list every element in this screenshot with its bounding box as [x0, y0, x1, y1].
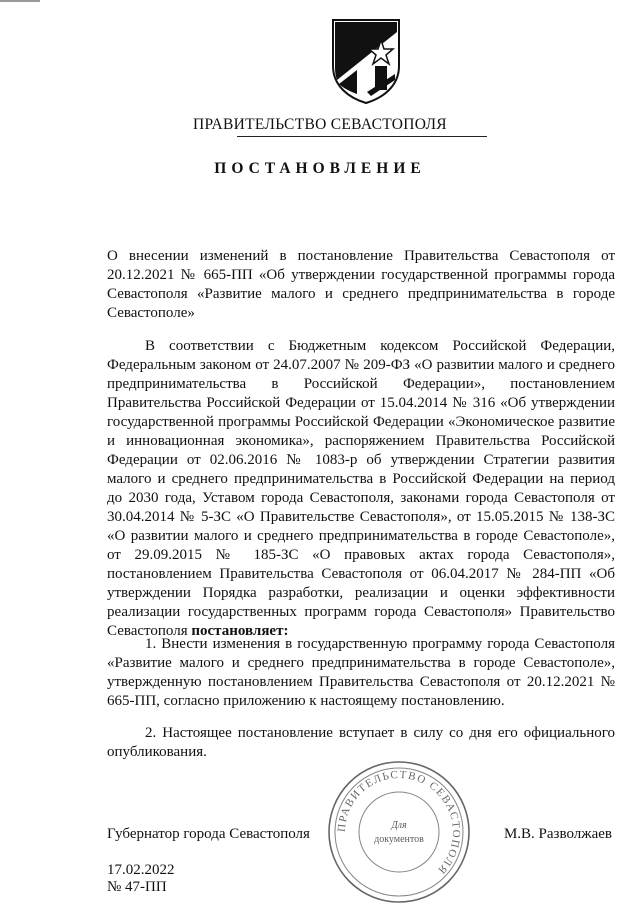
signatory-name: М.В. Разволжаев [503, 826, 612, 842]
government-title: ПРАВИТЕЛЬСТВО СЕВАСТОПОЛЯ [193, 116, 447, 133]
decree-item-2: 2. Настоящее постановление вступает в силу со дня его официального опубликования. [107, 725, 615, 760]
preamble-text: В соответствии с Бюджетным кодексом Российской Федерации, Федеральным законом от 24.07.2007 № 209-ФЗ «О развитии малого и среднего предпринимательства в Российской Федерации», постановлением Правительства Российской Федерации от 15.04.2014 № 316 «Об утверждении государственной программы Российской Федерации «Экономическое развитие и инновационная экономика», распоряжением Правительства Российской Федерации от 02.06.2016 № 1083-р об утверждении Стратегии развития малого и среднего предпринимательства в Российской Федерации на период до 2030 года, Уставом города Севастополя, законами города Севастополя от 30.04.2014 № 5-ЗС «О Правительстве Севастополя», от 15.05.2015 № 138-ЗС «О развитии малого и среднего предпринимательства в городе Севастополе», от 29.09.2015 № 185-ЗС «О правовых актах города Севастополя», постановлением Правительства Севастополя от 06.04.2017 № 284-ПП «Об утверждении Порядка разработки, реализации и оценки эффективности реализации государственных программ города Севастополя» [107, 338, 615, 620]
preamble-verb: постановляет: [191, 623, 289, 639]
decree-item-1: 1. Внести изменения в государственную программу города Севастополя «Развитие малого и среднего предпринимательства в городе Севастополе», утвержденную постановлением Правительства Севастополя от 20.12.2021 № 665-ПП, согласно приложению к настоящему постановлению. [107, 636, 615, 709]
signatory-position: Губернатор города Севастополя [107, 826, 310, 842]
seal-center-text-1: Для [391, 820, 407, 831]
seal-center-text-2: документов [374, 834, 424, 845]
seal-outer-text: ПРАВИТЕЛЬСТВО СЕВАСТОПОЛЯ [335, 768, 463, 877]
document-type-title: ПОСТАНОВЛЕНИЕ [214, 160, 426, 177]
government-title-underline [237, 136, 487, 137]
document-date-number [107, 862, 175, 896]
top-edge-line [0, 0, 40, 2]
decree-subject: О внесении изменений в постановление Правительства Севастополя от 20.12.2021 № 665-ПП «Об утверждении государственной программы города Севастополя «Развитие малого и среднего предпринимательства в городе Севастополе» [107, 248, 615, 321]
preamble-paragraph [107, 337, 615, 641]
document-date: 17.02.2022 [107, 862, 175, 878]
document-number: № 47-ПП [107, 879, 167, 895]
official-seal-stamp [325, 758, 473, 906]
preamble-actor: Правительство Севастополя [107, 604, 615, 639]
coat-of-arms-emblem [327, 18, 405, 104]
